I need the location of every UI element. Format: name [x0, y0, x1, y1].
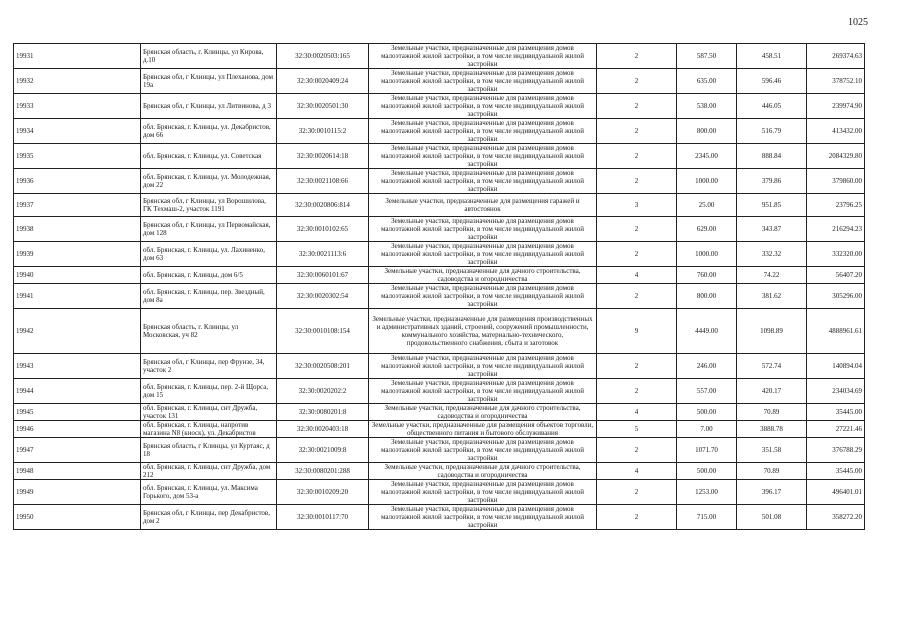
area-cell: 715.00 — [677, 505, 737, 530]
specific-value-cell: 396.17 — [737, 480, 807, 505]
land-use-cell: Земельные участки, предназначенные для размещения домов малоэтажной жилой застройки, в том числе индивидуальной жилой застройки — [369, 169, 597, 194]
group-code-cell: 2 — [597, 379, 677, 404]
specific-value-cell: 516.79 — [737, 119, 807, 144]
specific-value-cell: 888.84 — [737, 144, 807, 169]
row-number: 19939 — [14, 242, 141, 267]
cadastral-value-cell: 234034.69 — [807, 379, 865, 404]
area-cell: 500.00 — [677, 463, 737, 480]
area-cell: 1000.00 — [677, 169, 737, 194]
address-cell: Брянская область, г. Клинцы, ул Кирова, д.10 — [141, 44, 277, 69]
cadastral-number-cell: 32:30:0010117:70 — [277, 505, 369, 530]
table-row — [14, 119, 865, 144]
table-row — [14, 404, 865, 421]
specific-value-cell: 951.85 — [737, 194, 807, 217]
cadastral-value-cell: 56407.20 — [807, 267, 865, 284]
group-code-cell: 2 — [597, 217, 677, 242]
specific-value-cell: 381.62 — [737, 284, 807, 309]
row-number: 19934 — [14, 119, 141, 144]
table-row — [14, 242, 865, 267]
group-code-cell: 2 — [597, 505, 677, 530]
land-use-cell: Земельные участки, предназначенные для размещения домов малоэтажной жилой застройки, в том числе индивидуальной жилой застройки — [369, 94, 597, 119]
cadastral-value-cell: 27221.46 — [807, 421, 865, 438]
cadastral-value-cell: 35445.00 — [807, 404, 865, 421]
cadastral-value-cell: 358272.20 — [807, 505, 865, 530]
land-use-cell: Земельные участки, предназначенные для размещения производственных и административных зданий, строений, сооружений промышленности, коммунального хозяйства, материально-технического, продовольственного снабжения, сбыта и заготовок — [369, 309, 597, 354]
area-cell: 800.00 — [677, 284, 737, 309]
cadastral-value-cell: 23796.25 — [807, 194, 865, 217]
group-code-cell: 2 — [597, 480, 677, 505]
cadastral-value-cell: 239974.90 — [807, 94, 865, 119]
cadastral-registry-table — [13, 43, 865, 530]
cadastral-value-cell: 35445.00 — [807, 463, 865, 480]
group-code-cell: 2 — [597, 242, 677, 267]
cadastral-number-cell: 32:30:0021009:8 — [277, 438, 369, 463]
cadastral-number-cell: 32:30:0010115:2 — [277, 119, 369, 144]
row-number: 19933 — [14, 94, 141, 119]
cadastral-number-cell: 32:30:0020202:2 — [277, 379, 369, 404]
address-cell: обл. Брянская, г. Клинцы, дом 6/5 — [141, 267, 277, 284]
cadastral-number-cell: 32:30:0020614:18 — [277, 144, 369, 169]
cadastral-number-cell: 32:30:0010102:65 — [277, 217, 369, 242]
land-use-cell: Земельные участки, предназначенные для размещения домов малоэтажной жилой застройки, в том числе индивидуальной жилой застройки — [369, 44, 597, 69]
specific-value-cell: 596.46 — [737, 69, 807, 94]
cadastral-number-cell: 32:30:0020403:18 — [277, 421, 369, 438]
row-number: 19949 — [14, 480, 141, 505]
cadastral-number-cell: 32:30:0020508:201 — [277, 354, 369, 379]
cadastral-value-cell: 376788.29 — [807, 438, 865, 463]
address-cell: обл. Брянская, г. Клинцы, снт Дружба, дом 212 — [141, 463, 277, 480]
specific-value-cell: 351.58 — [737, 438, 807, 463]
address-cell: Брянская обл, г Клинцы, ул Первомайская, дом 128 — [141, 217, 277, 242]
group-code-cell: 2 — [597, 144, 677, 169]
table-row — [14, 354, 865, 379]
table-body — [14, 44, 865, 530]
area-cell: 4449.00 — [677, 309, 737, 354]
address-cell: Брянская обл, г Клинцы, пер Декабристов, дом 2 — [141, 505, 277, 530]
cadastral-value-cell: 496401.01 — [807, 480, 865, 505]
row-number: 19932 — [14, 69, 141, 94]
land-use-cell: Земельные участки, предназначенные для размещения домов малоэтажной жилой застройки, в том числе индивидуальной жилой застройки — [369, 119, 597, 144]
land-use-cell: Земельные участки, предназначенные для размещения гаражей и автостоянок — [369, 194, 597, 217]
cadastral-value-cell: 4888961.61 — [807, 309, 865, 354]
cadastral-number-cell: 32:30:0080201:8 — [277, 404, 369, 421]
area-cell: 1000.00 — [677, 242, 737, 267]
address-cell: обл. Брянская, г. Клинцы, пер. 2-й Щорса, дом 15 — [141, 379, 277, 404]
land-use-cell: Земельные участки, предназначенные для размещения домов малоэтажной жилой застройки, в том числе индивидуальной жилой застройки — [369, 242, 597, 267]
cadastral-number-cell: 32:30:0010209:20 — [277, 480, 369, 505]
row-number: 19941 — [14, 284, 141, 309]
row-number: 19947 — [14, 438, 141, 463]
cadastral-value-cell: 378752.10 — [807, 69, 865, 94]
cadastral-number-cell: 32:30:0060101:67 — [277, 267, 369, 284]
land-use-cell: Земельные участки, предназначенные для размещения домов малоэтажной жилой застройки, в том числе индивидуальной жилой застройки — [369, 480, 597, 505]
area-cell: 760.00 — [677, 267, 737, 284]
area-cell: 500.00 — [677, 404, 737, 421]
area-cell: 1071.70 — [677, 438, 737, 463]
area-cell: 1253.00 — [677, 480, 737, 505]
address-cell: обл. Брянская, г. Клинцы, ул. Советская — [141, 144, 277, 169]
group-code-cell: 2 — [597, 69, 677, 94]
specific-value-cell: 501.08 — [737, 505, 807, 530]
specific-value-cell: 70.89 — [737, 404, 807, 421]
specific-value-cell: 70.89 — [737, 463, 807, 480]
cadastral-number-cell: 32:30:0010108:154 — [277, 309, 369, 354]
area-cell: 7.00 — [677, 421, 737, 438]
area-cell: 800.00 — [677, 119, 737, 144]
address-cell: Брянская обл, г Клинцы, ул Литвинова, д 3 — [141, 94, 277, 119]
land-use-cell: Земельные участки, предназначенные для размещения домов малоэтажной жилой застройки, в том числе индивидуальной жилой застройки — [369, 144, 597, 169]
address-cell: обл. Брянская, г. Клинцы, ул. Максима Горького, дом 53-а — [141, 480, 277, 505]
area-cell: 629.00 — [677, 217, 737, 242]
specific-value-cell: 379.86 — [737, 169, 807, 194]
group-code-cell: 4 — [597, 463, 677, 480]
table-row — [14, 505, 865, 530]
specific-value-cell: 332.32 — [737, 242, 807, 267]
row-number: 19946 — [14, 421, 141, 438]
land-use-cell: Земельные участки, предназначенные для размещения домов малоэтажной жилой застройки, в том числе индивидуальной жилой застройки — [369, 354, 597, 379]
address-cell: обл. Брянская, г. Клинцы, ул. Лахиненко, дом 63 — [141, 242, 277, 267]
specific-value-cell: 74.22 — [737, 267, 807, 284]
group-code-cell: 2 — [597, 119, 677, 144]
table-row — [14, 379, 865, 404]
area-cell: 635.00 — [677, 69, 737, 94]
table-row — [14, 144, 865, 169]
cadastral-value-cell: 140894.04 — [807, 354, 865, 379]
address-cell: обл. Брянская, г. Клинцы, напротив магазина N8 (киоск), ул. Декабристов — [141, 421, 277, 438]
cadastral-value-cell: 216294.23 — [807, 217, 865, 242]
group-code-cell: 9 — [597, 309, 677, 354]
cadastral-value-cell: 269374.63 — [807, 44, 865, 69]
specific-value-cell: 458.51 — [737, 44, 807, 69]
area-cell: 25.00 — [677, 194, 737, 217]
land-use-cell: Земельные участки, предназначенные для размещения домов малоэтажной жилой застройки, в том числе индивидуальной жилой застройки — [369, 438, 597, 463]
specific-value-cell: 1098.89 — [737, 309, 807, 354]
land-use-cell: Земельные участки, предназначенные для размещения объектов торговли, общественного питания и бытового обслуживания — [369, 421, 597, 438]
land-use-cell: Земельные участки, предназначенные для дачного строительства, садоводства и огородничества — [369, 267, 597, 284]
group-code-cell: 4 — [597, 267, 677, 284]
group-code-cell: 4 — [597, 404, 677, 421]
area-cell: 2345.00 — [677, 144, 737, 169]
row-number: 19938 — [14, 217, 141, 242]
row-number: 19945 — [14, 404, 141, 421]
table-row — [14, 309, 865, 354]
specific-value-cell: 343.87 — [737, 217, 807, 242]
cadastral-number-cell: 32:30:0020409:24 — [277, 69, 369, 94]
table-row — [14, 69, 865, 94]
cadastral-value-cell: 305296.00 — [807, 284, 865, 309]
land-use-cell: Земельные участки, предназначенные для размещения домов малоэтажной жилой застройки, в том числе индивидуальной жилой застройки — [369, 69, 597, 94]
specific-value-cell: 3888.78 — [737, 421, 807, 438]
land-use-cell: Земельные участки, предназначенные для дачного строительства, садоводства и огородничества — [369, 463, 597, 480]
group-code-cell: 2 — [597, 94, 677, 119]
table-row — [14, 421, 865, 438]
land-use-cell: Земельные участки, предназначенные для размещения домов малоэтажной жилой застройки, в том числе индивидуальной жилой застройки — [369, 284, 597, 309]
cadastral-value-cell: 379860.00 — [807, 169, 865, 194]
cadastral-value-cell: 413432.00 — [807, 119, 865, 144]
page-number: 1025 — [848, 17, 868, 28]
specific-value-cell: 572.74 — [737, 354, 807, 379]
row-number: 19937 — [14, 194, 141, 217]
specific-value-cell: 446.05 — [737, 94, 807, 119]
address-cell: обл. Брянская, г. Клинцы, ул. Декабристов, дом 66 — [141, 119, 277, 144]
land-use-cell: Земельные участки, предназначенные для размещения домов малоэтажной жилой застройки, в том числе индивидуальной жилой застройки — [369, 217, 597, 242]
table-row — [14, 44, 865, 69]
address-cell: Брянская обл, г Клинцы, ул Ворошилова, ГК Техмаш-2, участок 1191 — [141, 194, 277, 217]
row-number: 19950 — [14, 505, 141, 530]
land-use-cell: Земельные участки, предназначенные для размещения домов малоэтажной жилой застройки, в том числе индивидуальной жилой застройки — [369, 379, 597, 404]
specific-value-cell: 420.17 — [737, 379, 807, 404]
group-code-cell: 2 — [597, 354, 677, 379]
address-cell: Брянская обл, г Клинцы, пер Фрунзе, 34, участок 2 — [141, 354, 277, 379]
cadastral-number-cell: 32:30:0020503:165 — [277, 44, 369, 69]
address-cell: обл. Брянская, г. Клинцы, снт Дружба, участок 131 — [141, 404, 277, 421]
table-row — [14, 194, 865, 217]
row-number: 19942 — [14, 309, 141, 354]
address-cell: обл. Брянская, г. Клинцы, ул. Молодежная, дом 22 — [141, 169, 277, 194]
table-row — [14, 169, 865, 194]
table-row — [14, 217, 865, 242]
row-number: 19943 — [14, 354, 141, 379]
address-cell: Брянская обл, г Клинцы, ул Плеханова, дом 19а — [141, 69, 277, 94]
table-row — [14, 267, 865, 284]
group-code-cell: 2 — [597, 44, 677, 69]
group-code-cell: 3 — [597, 194, 677, 217]
table-row — [14, 284, 865, 309]
row-number: 19935 — [14, 144, 141, 169]
area-cell: 538.00 — [677, 94, 737, 119]
table-row — [14, 463, 865, 480]
land-use-cell: Земельные участки, предназначенные для дачного строительства, садоводства и огородничества — [369, 404, 597, 421]
cadastral-number-cell: 32:30:0080201:288 — [277, 463, 369, 480]
area-cell: 587.50 — [677, 44, 737, 69]
area-cell: 246.00 — [677, 354, 737, 379]
row-number: 19948 — [14, 463, 141, 480]
row-number: 19936 — [14, 169, 141, 194]
cadastral-number-cell: 32:30:0021108:66 — [277, 169, 369, 194]
cadastral-value-cell: 332320.00 — [807, 242, 865, 267]
cadastral-number-cell: 32:30:0020806:814 — [277, 194, 369, 217]
group-code-cell: 2 — [597, 438, 677, 463]
cadastral-number-cell: 32:30:0020302:54 — [277, 284, 369, 309]
row-number: 19944 — [14, 379, 141, 404]
table-row — [14, 438, 865, 463]
group-code-cell: 5 — [597, 421, 677, 438]
table-row — [14, 94, 865, 119]
group-code-cell: 2 — [597, 169, 677, 194]
table-row — [14, 480, 865, 505]
row-number: 19940 — [14, 267, 141, 284]
cadastral-number-cell: 32:30:0021113:6 — [277, 242, 369, 267]
group-code-cell: 2 — [597, 284, 677, 309]
land-use-cell: Земельные участки, предназначенные для размещения домов малоэтажной жилой застройки, в том числе индивидуальной жилой застройки — [369, 505, 597, 530]
area-cell: 557.00 — [677, 379, 737, 404]
address-cell: обл. Брянская, г. Клинцы, пер. Звездный, дом 8а — [141, 284, 277, 309]
cadastral-value-cell: 2084329.80 — [807, 144, 865, 169]
address-cell: Брянская область, г. Клинцы, ул Московская, уч 82 — [141, 309, 277, 354]
row-number: 19931 — [14, 44, 141, 69]
cadastral-number-cell: 32:30:0020501:30 — [277, 94, 369, 119]
address-cell: Брянская область, г Клинцы, ул Куртаяс, д 18 — [141, 438, 277, 463]
